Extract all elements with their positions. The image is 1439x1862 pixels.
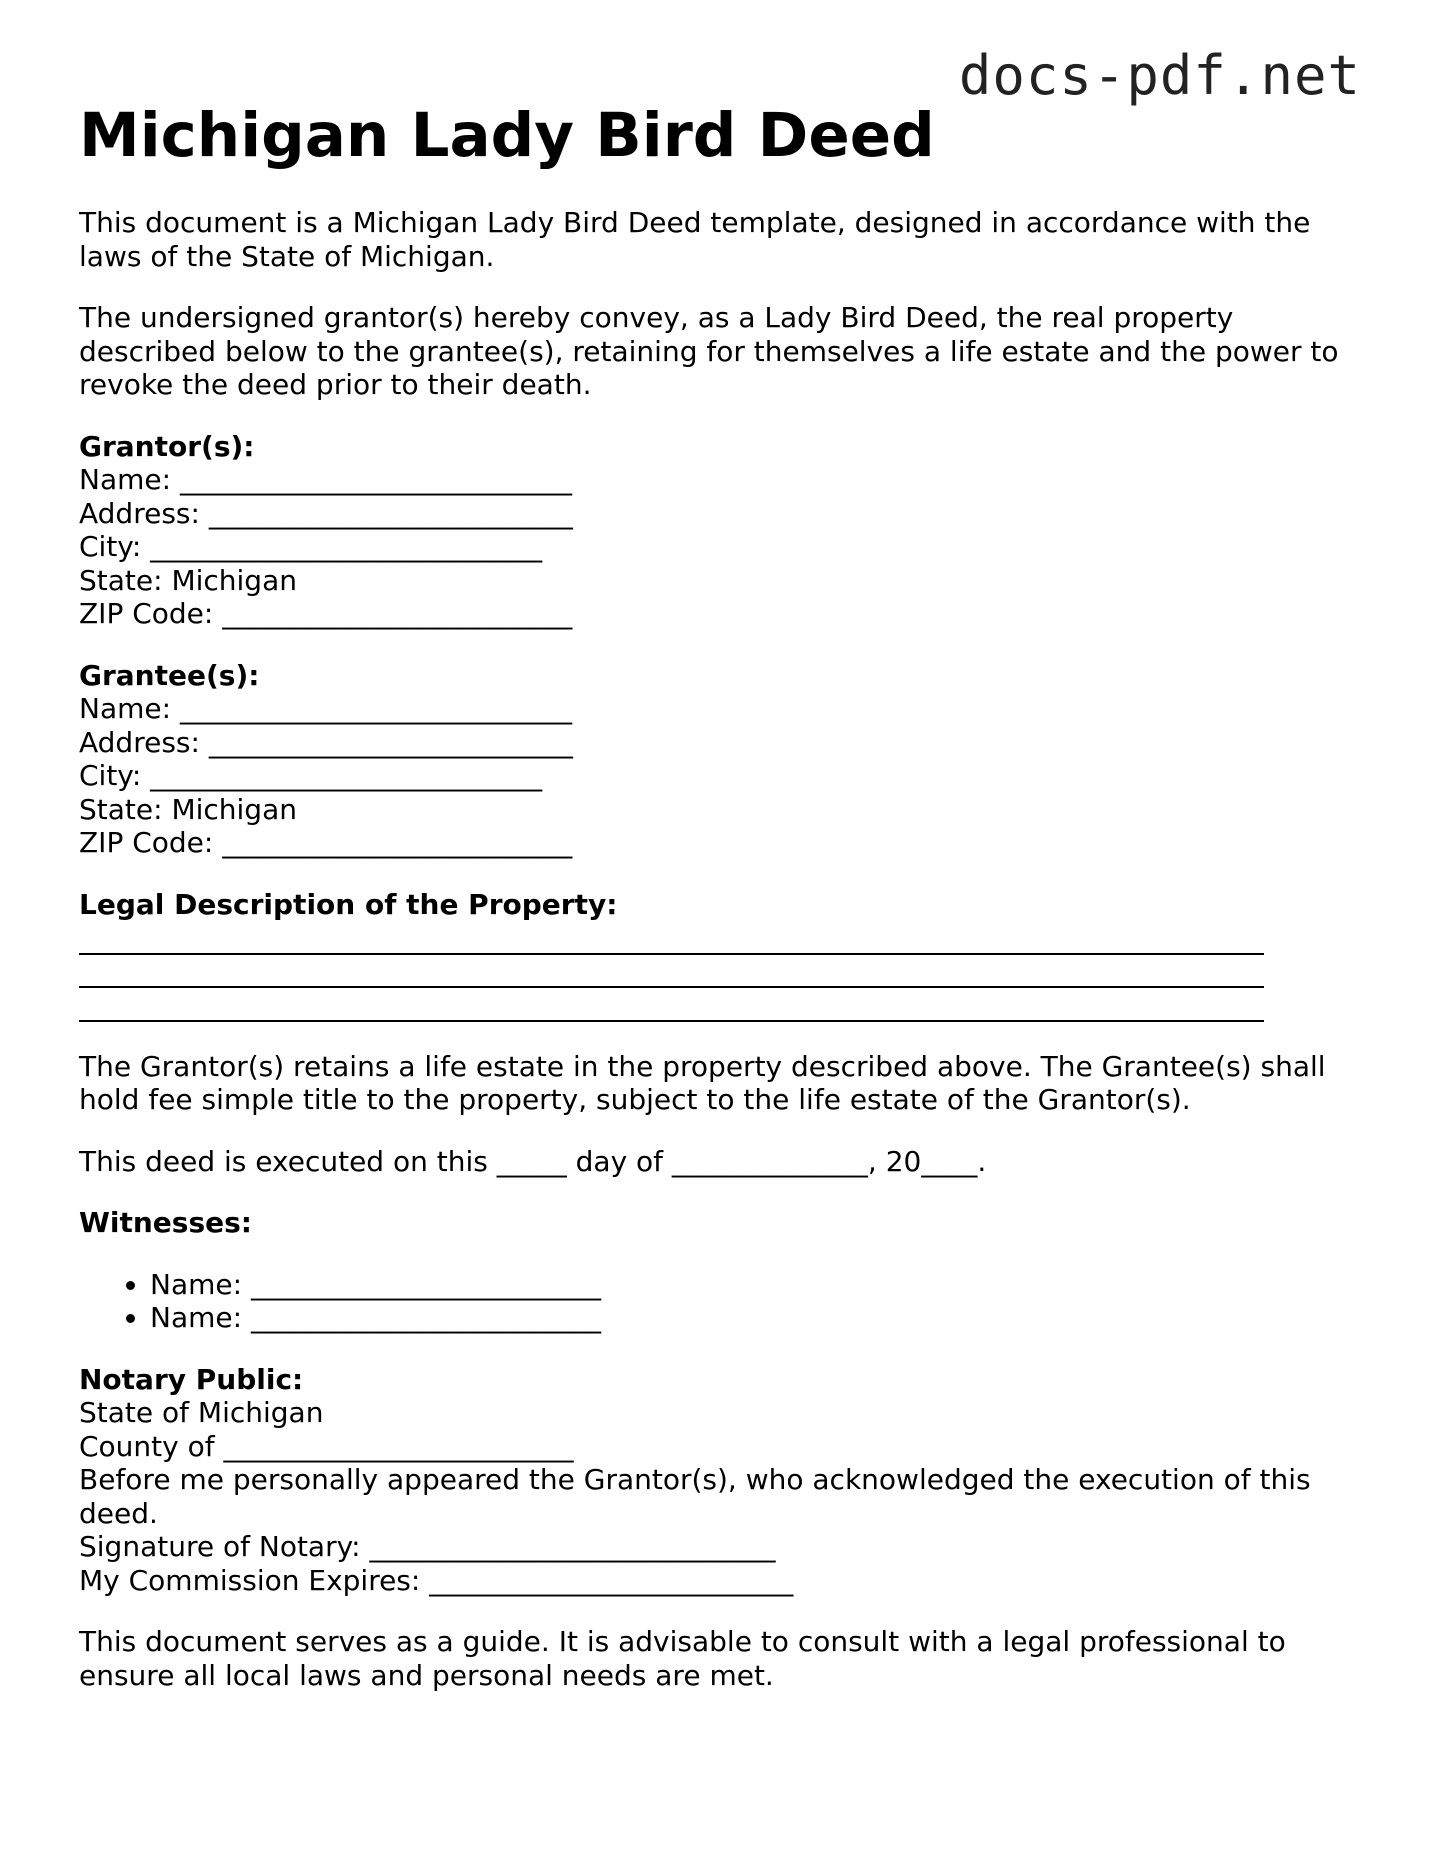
grantor-name-field[interactable]: Name: ____________________________ [79, 463, 572, 496]
witnesses-section [79, 1206, 1369, 1335]
witness-list [79, 1268, 1369, 1335]
page-title: Michigan Lady Bird Deed [79, 100, 935, 171]
legal-description-heading: Legal Description of the Property: [79, 887, 618, 921]
grantor-zip-field[interactable]: ZIP Code: _________________________ [79, 597, 573, 630]
grantee-address-field[interactable]: Address: __________________________ [79, 725, 573, 759]
conveyance-paragraph: The undersigned grantor(s) hereby convey, as a Lady Bird Deed, the real property described below to the grantee(s), retaining for themselves a life estate and the power to revoke the deed prior to their death. [79, 301, 1339, 401]
witness-name-field[interactable]: • Name: _________________________ [150, 1268, 1369, 1302]
witnesses-heading: Witnesses: [79, 1206, 252, 1239]
grantor-section [79, 430, 1369, 631]
notary-commission-field[interactable]: My Commission Expires: __________________________ [79, 1563, 794, 1597]
notary-heading: Notary Public: [79, 1362, 304, 1396]
legal-description-section [79, 888, 1369, 1022]
notary-statement: Before me personally appeared the Grantor(s), who acknowledged the execution of this deed. [79, 1463, 1311, 1530]
legal-description-line[interactable] [79, 921, 1264, 955]
intro-paragraph: This document is a Michigan Lady Bird Deed template, designed in accordance with the laws of the State of Michigan. [79, 206, 1311, 273]
notary-state: State of Michigan [79, 1396, 324, 1429]
grantee-zip-field[interactable]: ZIP Code: _________________________ [79, 826, 573, 859]
disclaimer-paragraph: This document serves as a guide. It is advisable to consult with a legal professional to ensure all local laws and personal needs are met. [79, 1625, 1286, 1692]
legal-description-line[interactable] [79, 955, 1264, 989]
execution-date-line[interactable]: This deed is executed on this _____ day of ______________, 20____. [79, 1144, 987, 1178]
life-estate-paragraph: The Grantor(s) retains a life estate in the property described above. The Grantee(s) shall hold fee simple title to the property, subject to the life estate of the Grantor(s). [79, 1049, 1326, 1116]
notary-signature-field[interactable]: Signature of Notary: _____________________________ [79, 1530, 776, 1563]
grantee-heading: Grantee(s): [79, 658, 260, 692]
witness-name-field[interactable]: • Name: _________________________ [150, 1301, 1369, 1335]
grantor-address-field[interactable]: Address: __________________________ [79, 496, 573, 530]
grantee-state: State: Michigan [79, 792, 297, 826]
grantor-state: State: Michigan [79, 563, 297, 597]
legal-description-line[interactable] [79, 988, 1264, 1022]
notary-section [79, 1363, 1369, 1598]
grantee-section [79, 659, 1369, 860]
grantor-heading: Grantor(s): [79, 429, 255, 463]
document-body [79, 206, 1369, 1720]
notary-county-field[interactable]: County of _________________________ [79, 1429, 574, 1463]
watermark: docs-pdf.net [958, 44, 1361, 107]
grantor-city-field[interactable]: City: ____________________________ [79, 530, 543, 563]
grantee-name-field[interactable]: Name: ____________________________ [79, 692, 572, 725]
grantee-city-field[interactable]: City: ____________________________ [79, 759, 543, 792]
